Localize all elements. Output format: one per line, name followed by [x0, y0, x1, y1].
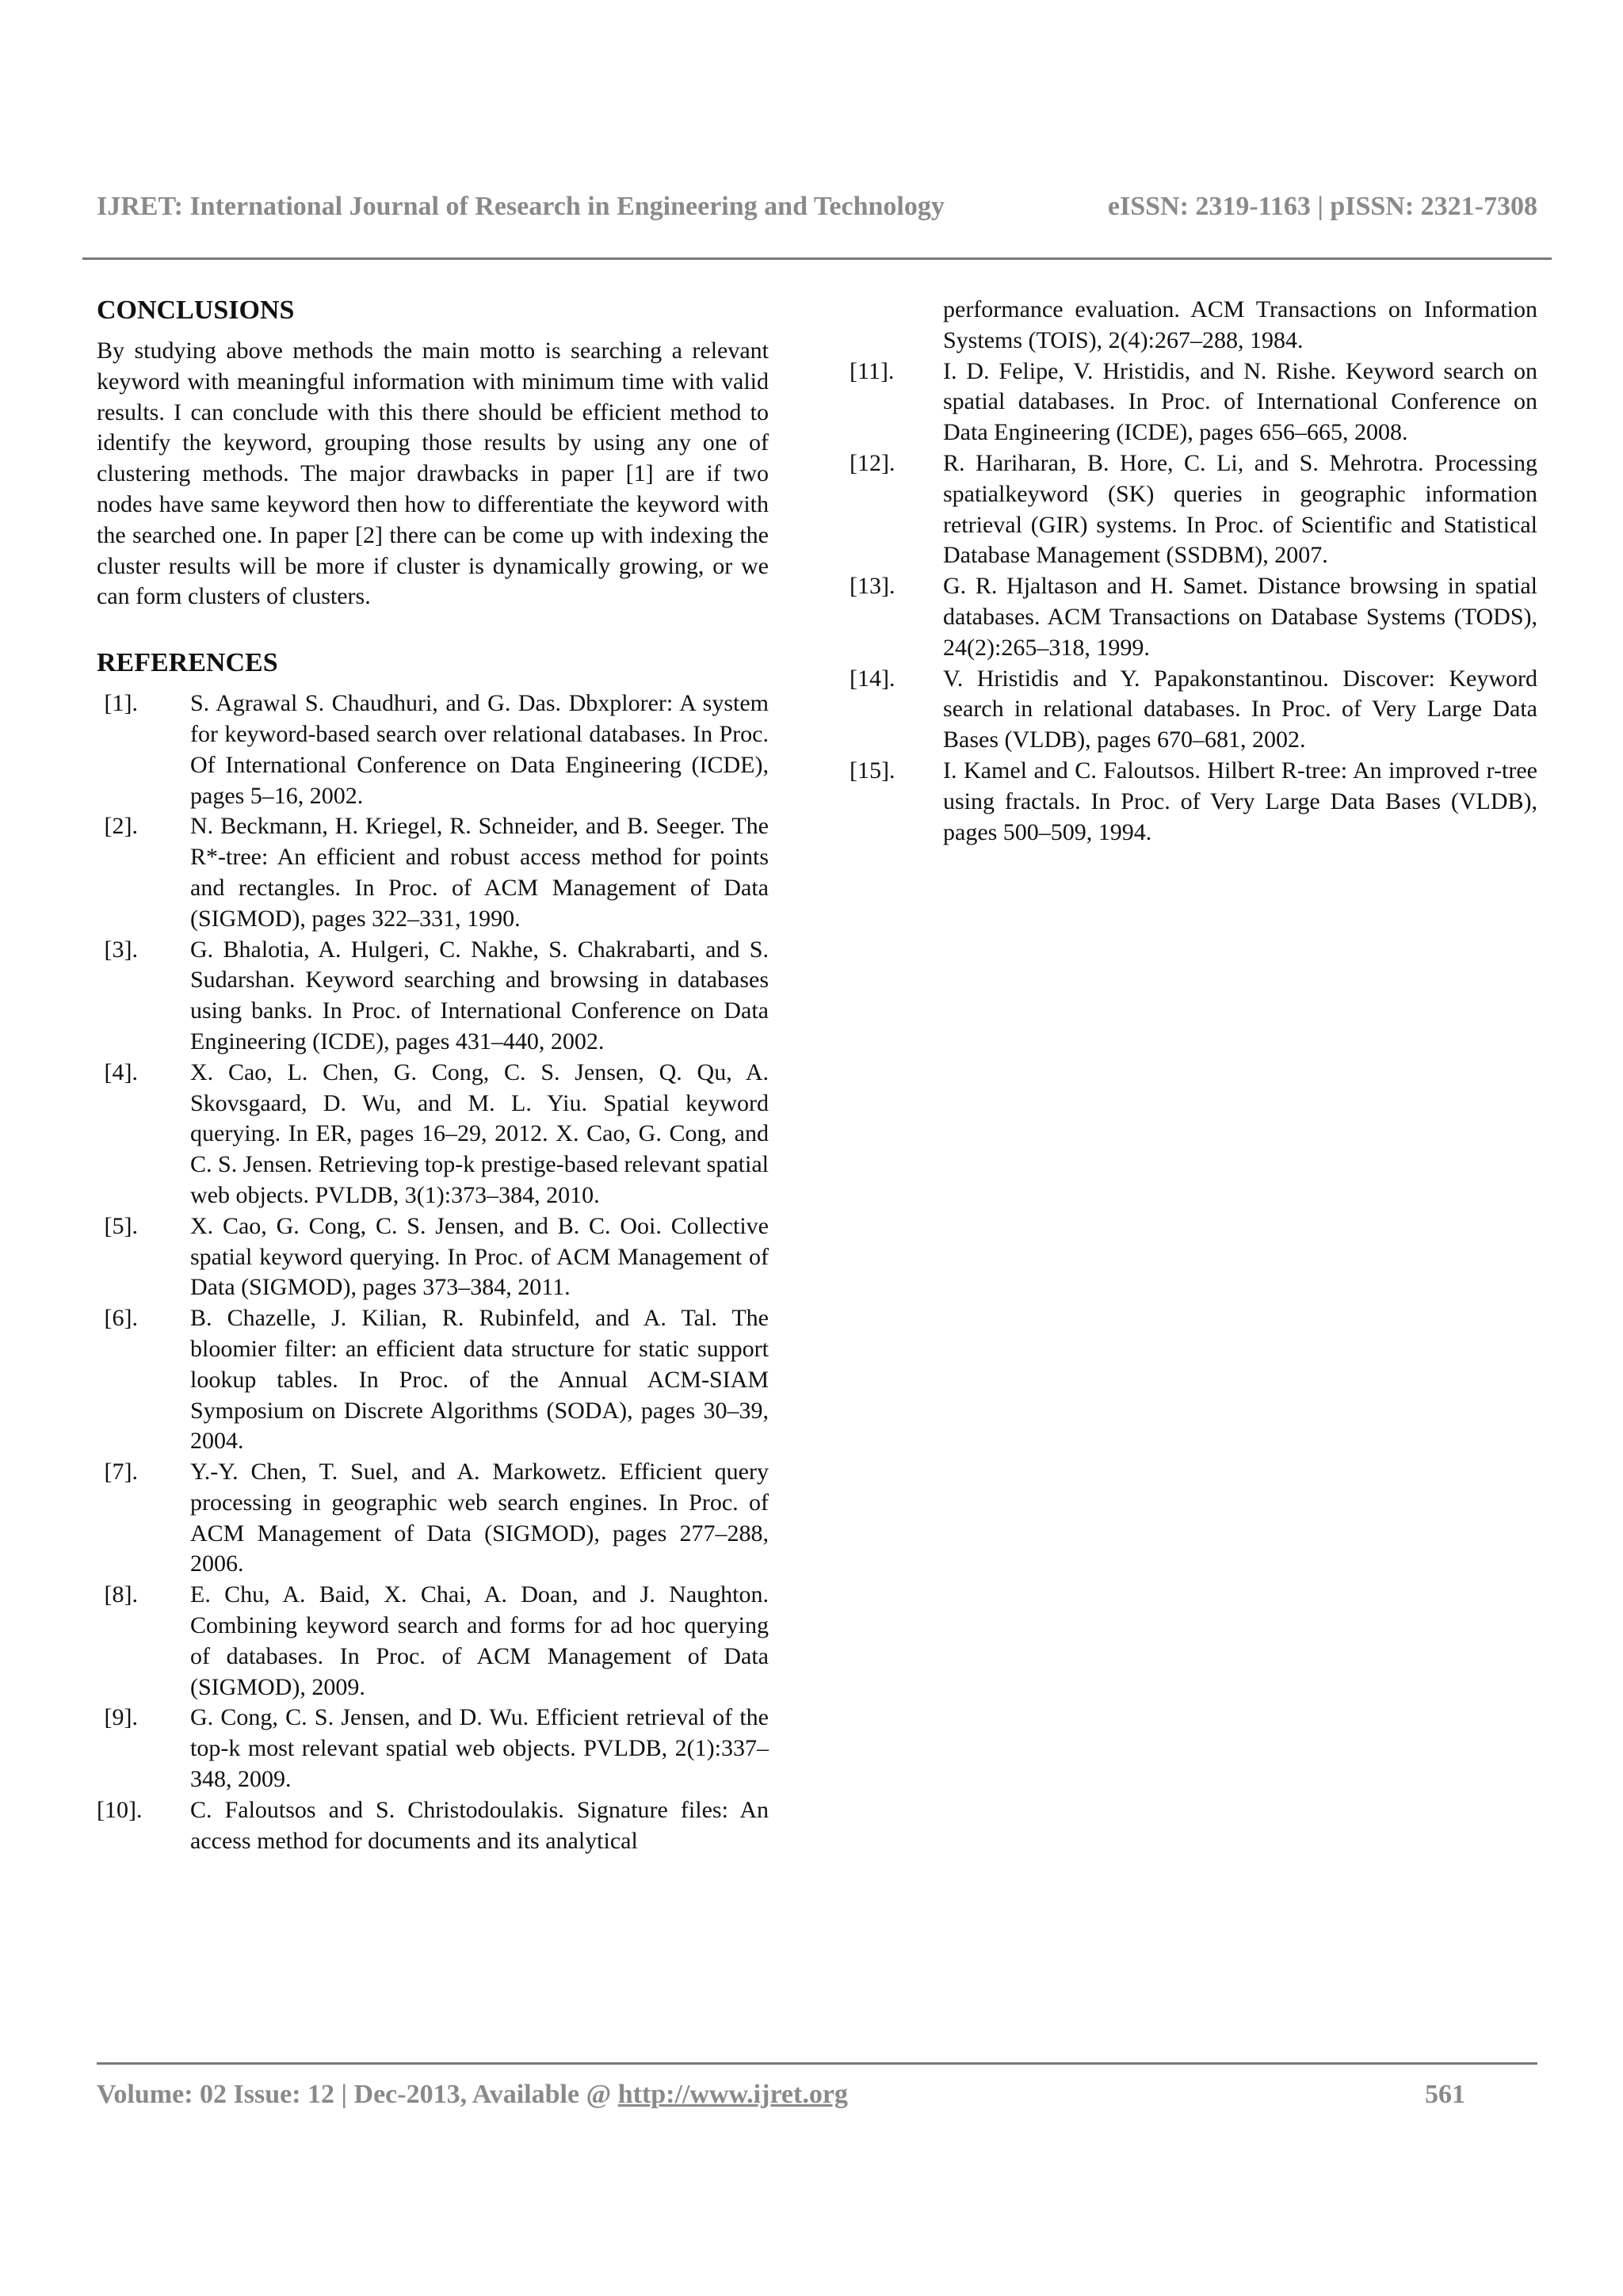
- reference-item: [97, 1211, 769, 1303]
- reference-number: [7].: [104, 1459, 138, 1486]
- reference-number: [11].: [850, 357, 895, 384]
- journal-website-link[interactable]: http://www.ijret.org: [617, 2080, 848, 2109]
- conclusions-paragraph: By studying above methods the main motto is searching a relevant keyword with meaningful information with minimum time with valid results. I can conclude with this there should be efficient method to identify the keyword, grouping those results by using any one of clustering methods. The major drawbacks in paper [1] are if two nodes have same keyword then how to differentiate the keyword with the searched one. In paper [2] there can be come up with indexing the cluster results will be more if cluster is dynamically growing, or we can form clusters of clusters.: [97, 338, 769, 610]
- reference-number: [9].: [104, 1704, 138, 1731]
- reference-item: [850, 664, 1537, 756]
- reference-number: [15].: [850, 757, 896, 784]
- reference-number: [2].: [104, 813, 138, 840]
- reference-text: X. Cao, L. Chen, G. Cong, C. S. Jensen, Q. Qu, A. Skovsgaard, D. Wu, and M. L. Yiu. Spatial keyword querying. In ER, pages 16–29, 2012. X. Cao, G. Cong, and C. S. Jensen. Retrieving top-k prestige-based relevant spatial web objects. PVLDB, 3(1):373–384, 2010.: [190, 1058, 769, 1208]
- reference-continuation: performance evaluation. ACM Transactions on Information Systems (TOIS), 2(4):267–288, 1984.: [943, 296, 1537, 353]
- conclusions-heading: CONCLUSIONS: [97, 296, 295, 325]
- footer-divider: [97, 2062, 1537, 2065]
- header-divider: [82, 257, 1552, 260]
- left-column: [97, 295, 769, 1856]
- reference-item: [97, 1795, 769, 1857]
- page-number: 561: [1425, 2080, 1465, 2109]
- issn-info: eISSN: 2319-1163 | pISSN: 2321-7308: [1107, 192, 1537, 221]
- reference-item: [97, 811, 769, 934]
- reference-number: [4].: [104, 1058, 138, 1085]
- reference-text: N. Beckmann, H. Kriegel, R. Schneider, and B. Seeger. The R*-tree: An efficient and robust access method for points and rectangles. In Proc. of ACM Management of Data (SIGMOD), pages 322–331, 1990.: [190, 813, 769, 932]
- reference-item: [850, 357, 1537, 448]
- reference-item: [97, 1580, 769, 1703]
- reference-number: [1].: [104, 690, 138, 717]
- reference-item: [97, 1303, 769, 1457]
- reference-text: G. R. Hjaltason and H. Samet. Distance browsing in spatial databases. ACM Transactions on Database Systems (TODS), 24(2):265–318, 1999.: [943, 573, 1537, 661]
- reference-number: [12].: [850, 449, 896, 476]
- reference-text: G. Cong, C. S. Jensen, and D. Wu. Efficient retrieval of the top-k most relevant spatial web objects. PVLDB, 2(1):337–348, 2009.: [190, 1704, 769, 1793]
- reference-number: [8].: [104, 1581, 138, 1608]
- reference-text: Y.-Y. Chen, T. Suel, and A. Markowetz. Efficient query processing in geographic web search engines. In Proc. of ACM Management of Data (SIGMOD), pages 277–288, 2006.: [190, 1459, 769, 1577]
- reference-item: [97, 688, 769, 811]
- reference-item: [97, 935, 769, 1058]
- journal-title: IJRET: International Journal of Research in Engineering and Technology: [97, 192, 945, 221]
- reference-text: B. Chazelle, J. Kilian, R. Rubinfeld, and A. Tal. The bloomier filter: an efficient data structure for static support lookup tables. In Proc. of the Annual ACM-SIAM Symposium on Discrete Algorithms (SODA), pages 30–39, 2004.: [190, 1305, 769, 1455]
- reference-number: [10].: [97, 1796, 143, 1823]
- reference-number: [6].: [104, 1305, 138, 1332]
- references-list-left: [97, 688, 769, 1856]
- reference-item: [97, 1058, 769, 1211]
- reference-number: [3].: [104, 936, 138, 963]
- footer-volume-info: [97, 2080, 848, 2110]
- reference-text: V. Hristidis and Y. Papakonstantinou. Discover: Keyword search in relational databases. In Proc. of Very Large Data Bases (VLDB), pages 670–681, 2002.: [943, 665, 1537, 753]
- reference-item: [850, 571, 1537, 663]
- reference-text: S. Agrawal S. Chaudhuri, and G. Das. Dbxplorer: A system for keyword-based search over relational databases. In Proc. Of International Conference on Data Engineering (ICDE), pages 5–16, 2002.: [190, 690, 769, 809]
- reference-text: G. Bhalotia, A. Hulgeri, C. Nakhe, S. Chakrabarti, and S. Sudarshan. Keyword searching and browsing in databases using banks. In Proc. of International Conference on Data Engineering (ICDE), pages 431–440, 2002.: [190, 936, 769, 1055]
- references-list-right: [850, 357, 1537, 849]
- reference-text: E. Chu, A. Baid, X. Chai, A. Doan, and J. Naughton. Combining keyword search and forms for ad hoc querying of databases. In Proc. of ACM Management of Data (SIGMOD), 2009.: [190, 1581, 769, 1700]
- reference-number: [5].: [104, 1212, 138, 1239]
- page-footer: [97, 2080, 1537, 2115]
- reference-text: R. Hariharan, B. Hore, C. Li, and S. Mehrotra. Processing spatialkeyword (SK) queries in geographic information retrieval (GIR) systems. In Proc. of Scientific and Statistical Database Management (SSDBM), 2007.: [943, 449, 1537, 569]
- right-column: [850, 295, 1537, 848]
- volume-text: Volume: 02 Issue: 12 | Dec-2013, Available @: [97, 2080, 618, 2109]
- reference-item: [97, 1457, 769, 1580]
- reference-text: C. Faloutsos and S. Christodoulakis. Signature files: An access method for documents and its analytical: [190, 1796, 769, 1854]
- reference-item: [850, 448, 1537, 571]
- reference-text: X. Cao, G. Cong, C. S. Jensen, and B. C. Ooi. Collective spatial keyword querying. In Proc. of ACM Management of Data (SIGMOD), pages 373–384, 2011.: [190, 1212, 769, 1301]
- reference-number: [13].: [850, 573, 896, 600]
- reference-text: I. Kamel and C. Faloutsos. Hilbert R-tree: An improved r-tree using fractals. In Proc. of Very Large Data Bases (VLDB), pages 500–509, 1994.: [943, 757, 1537, 845]
- reference-item: [97, 1703, 769, 1794]
- reference-number: [14].: [850, 665, 896, 692]
- references-heading: REFERENCES: [97, 648, 278, 678]
- reference-text: I. D. Felipe, V. Hristidis, and N. Rishe. Keyword search on spatial databases. In Proc. of International Conference on Data Engineering (ICDE), pages 656–665, 2008.: [943, 357, 1537, 446]
- reference-item: [850, 756, 1537, 848]
